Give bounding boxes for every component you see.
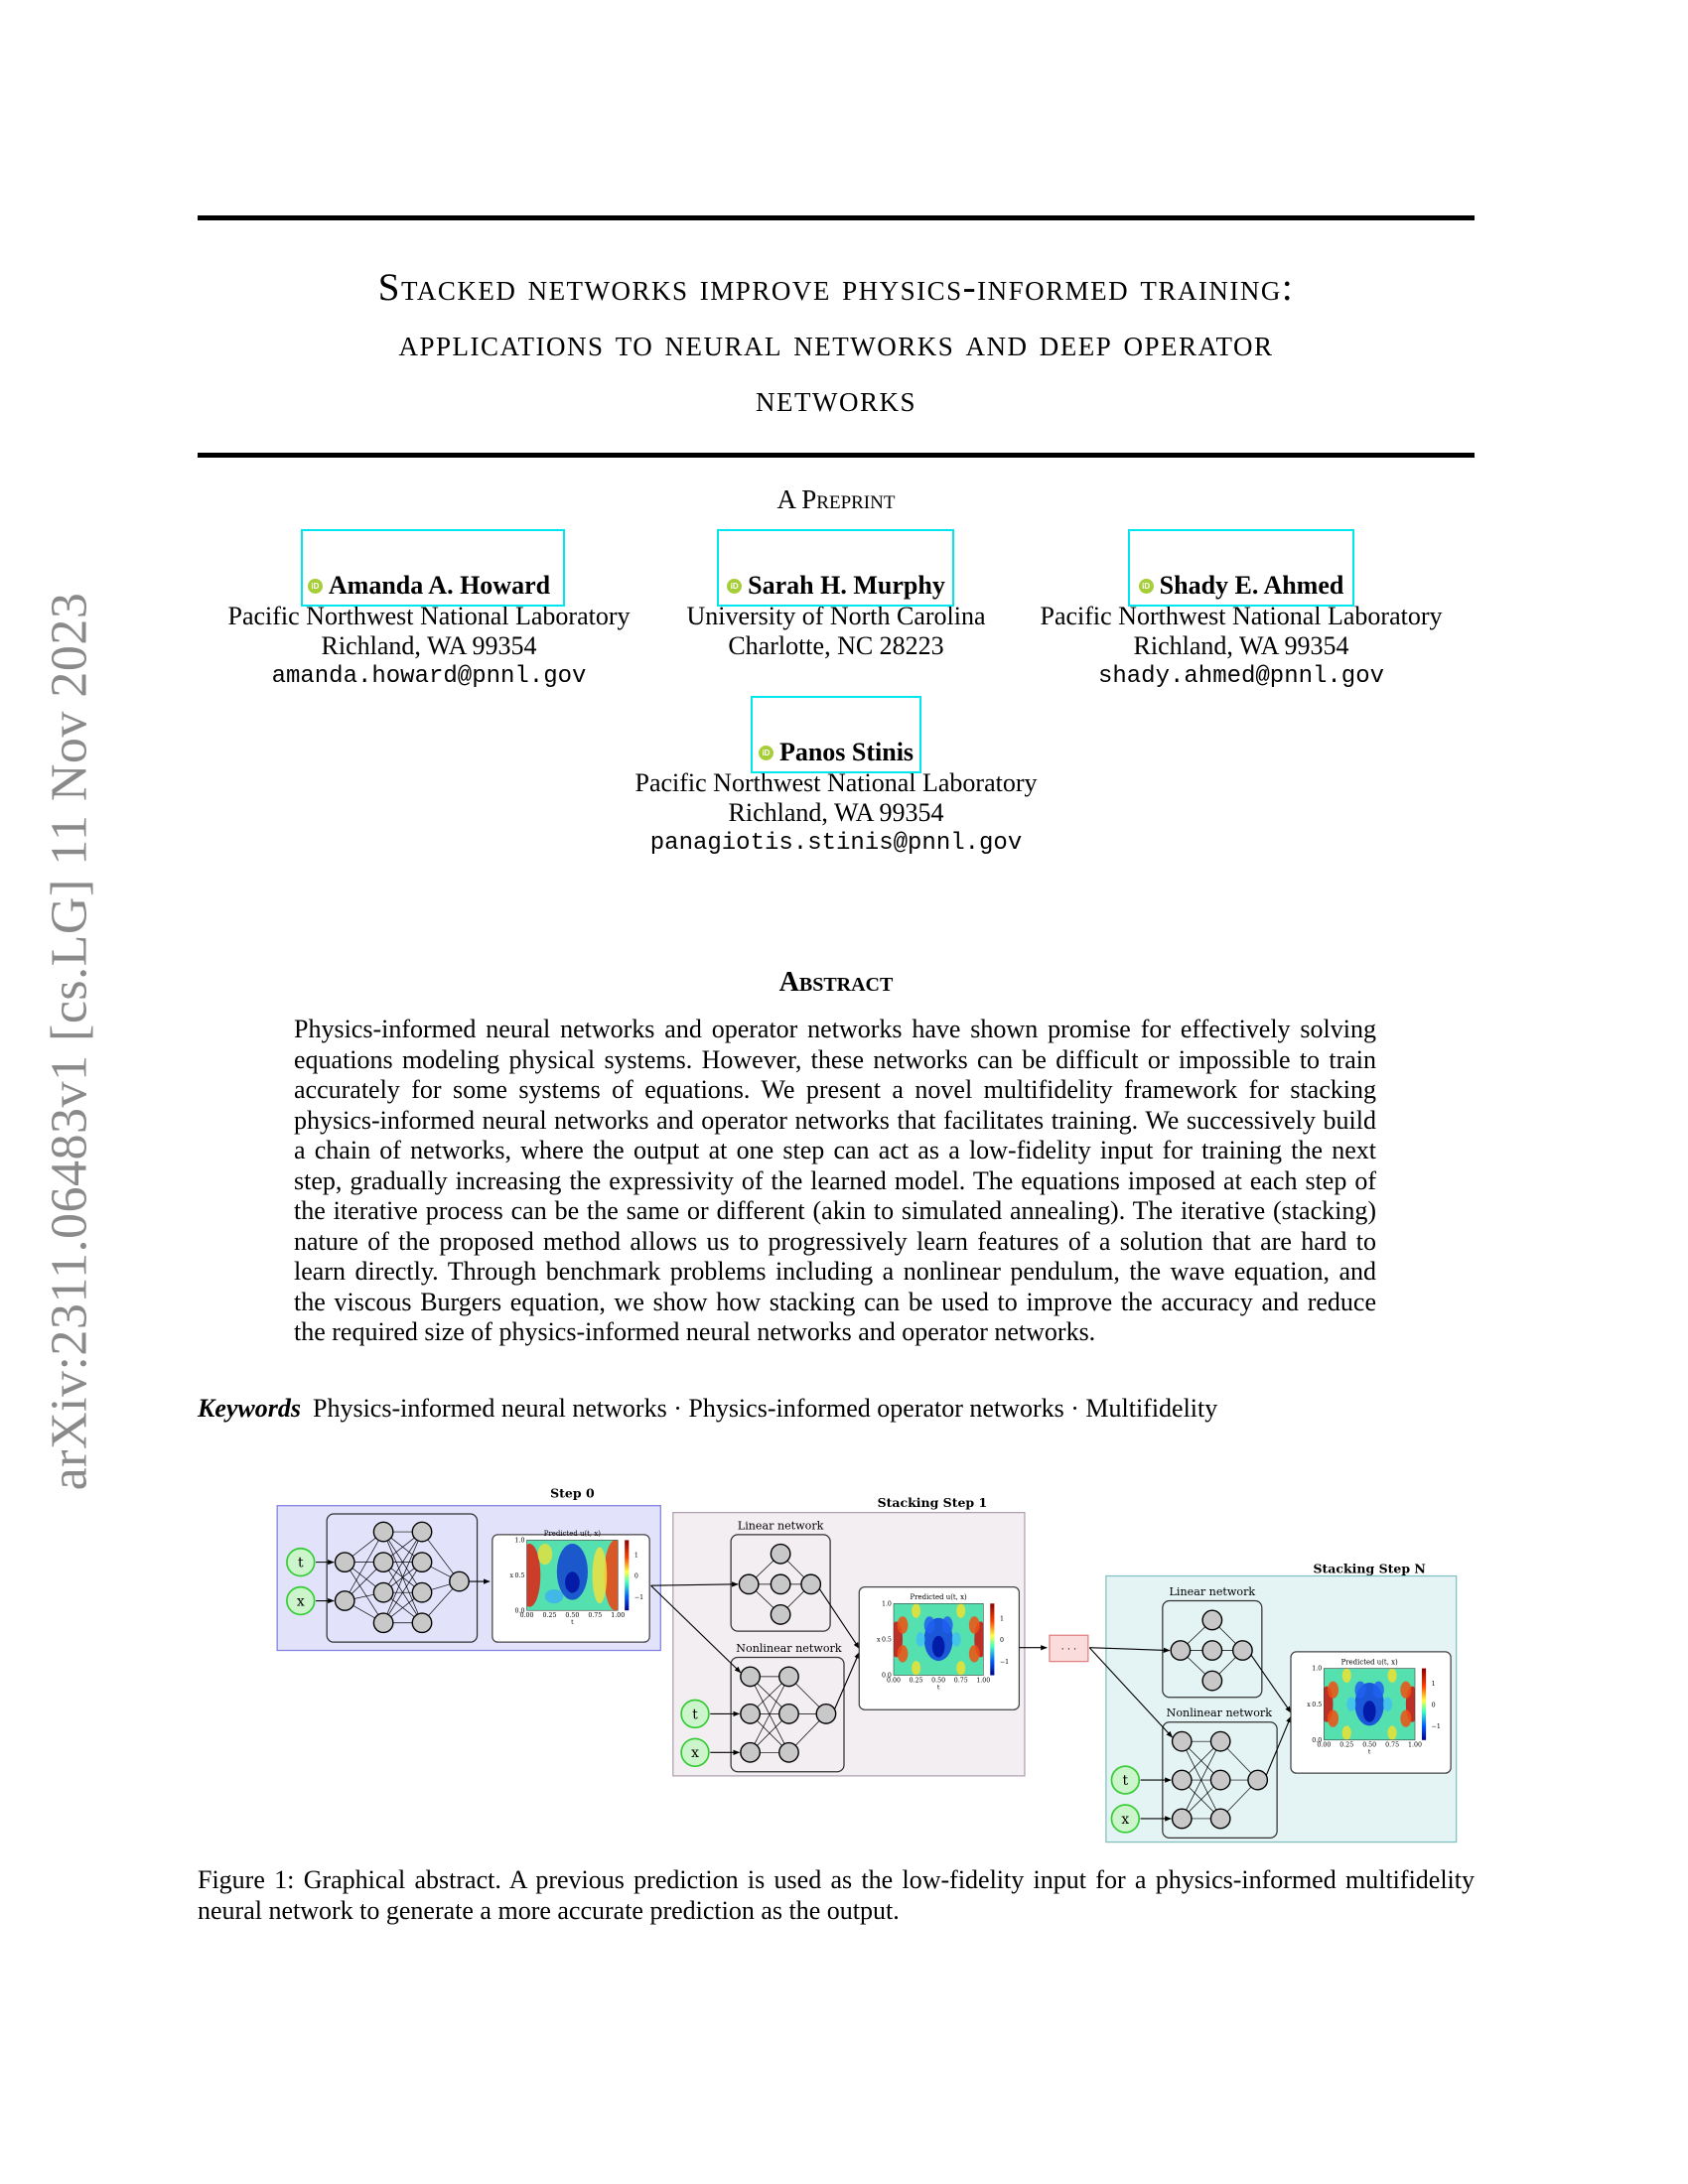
heatmap-blob	[912, 1603, 920, 1617]
author-location: Charlotte, NC 28223	[728, 631, 944, 660]
author-email[interactable]: panagiotis.stinis@pnnl.gov	[649, 829, 1023, 857]
nonlinear-network-label: Nonlinear network	[736, 1641, 842, 1655]
y-tick-label: 0.0	[1312, 1736, 1323, 1744]
neuron-node	[336, 1591, 354, 1610]
author-name[interactable]: Shady E. Ahmed	[1159, 571, 1344, 600]
author-location: Richland, WA 99354	[728, 798, 944, 827]
x-tick-label: 1.00	[1408, 1741, 1422, 1749]
y-tick-label: 0.5	[1312, 1701, 1323, 1708]
heatmap-blob	[942, 1616, 953, 1633]
x-tick-label: 0.50	[1362, 1741, 1377, 1749]
heatmap-blob	[916, 1632, 925, 1646]
input-label: x	[1121, 1811, 1130, 1828]
y-tick-label: 0.5	[514, 1571, 525, 1579]
plot-title: Predicted u(t, x)	[910, 1593, 967, 1602]
linear-network-label: Linear network	[1169, 1584, 1256, 1598]
x-tick-label: 0.25	[909, 1677, 923, 1685]
author-affiliation: University of North Carolina	[686, 601, 986, 630]
preprint-label: A Preprint	[776, 484, 896, 514]
title-line: Stacked networks improve physics-informed training:	[377, 266, 1295, 309]
y-tick-label: 0.0	[881, 1672, 892, 1680]
keywords-label: Keywords	[198, 1394, 301, 1423]
heatmap-blob	[1400, 1682, 1411, 1699]
colorbar-tick: 1	[1431, 1680, 1436, 1688]
x-tick-label: 0.00	[1317, 1741, 1332, 1749]
x-axis-label: t	[571, 1619, 574, 1627]
linear-network-label: Linear network	[737, 1519, 824, 1533]
neuron-node	[779, 1743, 798, 1762]
author-affiliation: Pacific Northwest National Laboratory	[227, 601, 631, 630]
neuron-node	[1173, 1770, 1192, 1789]
neuron-node	[373, 1582, 392, 1601]
y-tick-label: 1.0	[1312, 1665, 1323, 1673]
keywords-text: Physics-informed neural networks · Physics-informed operator networks · Multifidelity	[313, 1394, 1218, 1423]
x-axis-label: t	[936, 1684, 940, 1692]
x-axis-label: t	[1367, 1748, 1371, 1756]
orcid-icon[interactable]: iD	[727, 579, 742, 594]
orcid-icon[interactable]: iD	[759, 746, 774, 760]
neuron-node	[1210, 1731, 1229, 1750]
neuron-node	[779, 1667, 798, 1686]
heatmap-blob	[1373, 1682, 1384, 1699]
abstract-text: Physics-informed neural networks and operator networks have shown promise for effectively solving equations modeling physical systems. However, these networks can be difficult or impossible to train accurately for some systems of equations. We present a novel multifidelity framework for stacking physics-informed neural networks and operator networks that facilitates training. We successively build a chain of networks, where the output at one step can act as a low-fidelity input for training the next step, gradually increasing the expressivity of the learned model. The equations imposed at each step of the iterative process can be the same or different (akin to simulated annealing). The iterative (stacking) nature of the proposed method allows us to progressively learn features of a solution that are hard to learn directly. Through benchmark problems including a nonlinear pendulum, the wave equation, and the viscous Burgers equation, we show how stacking can be used to improve the accuracy and reduce the required size of physics-informed neural networks and operator networks.	[294, 1015, 1376, 1346]
step-title: Step 0	[550, 1485, 595, 1501]
heatmap-blob	[1363, 1701, 1376, 1722]
step-title: Stacking Step N	[1313, 1561, 1426, 1576]
heatmap	[518, 1540, 626, 1610]
author-name[interactable]: Amanda A. Howard	[328, 571, 551, 600]
x-tick-label: 0.00	[887, 1677, 901, 1685]
heatmap-blob	[898, 1645, 909, 1662]
heatmap-blob	[969, 1645, 980, 1662]
colorbar-tick: 1	[633, 1552, 638, 1560]
neuron-node	[771, 1545, 789, 1564]
colorbar-tick: 0	[1431, 1702, 1436, 1709]
author-location: Richland, WA 99354	[1133, 631, 1349, 660]
neuron-node	[779, 1705, 798, 1723]
heatmap-blob	[593, 1547, 608, 1603]
neuron-node	[1173, 1731, 1192, 1750]
colorbar-tick: −1	[1431, 1723, 1441, 1731]
plot-title: Predicted u(t, x)	[1340, 1658, 1398, 1667]
neuron-node	[1248, 1770, 1267, 1789]
heatmap-blob	[932, 1636, 945, 1658]
y-tick-label: 1.0	[881, 1600, 892, 1608]
colorbar-tick: 0	[999, 1637, 1004, 1645]
author-location: Richland, WA 99354	[321, 631, 537, 660]
colorbar	[990, 1603, 994, 1675]
heatmap-blob	[1346, 1697, 1355, 1710]
neuron-node	[1171, 1641, 1190, 1660]
heatmap-blob	[1328, 1709, 1338, 1726]
input-label: x	[691, 1745, 699, 1762]
ellipsis-label: · · ·	[1060, 1643, 1077, 1655]
heatmap-blob	[1328, 1682, 1338, 1699]
neuron-node	[816, 1705, 835, 1723]
y-tick-label: 0.5	[881, 1636, 892, 1644]
heatmap-blob	[952, 1632, 961, 1646]
neuron-node	[450, 1571, 469, 1590]
neuron-node	[412, 1553, 431, 1571]
abstract-heading: Abstract	[778, 967, 894, 998]
neuron-node	[739, 1574, 758, 1593]
colorbar	[625, 1540, 629, 1610]
input-label: t	[297, 1555, 304, 1571]
heatmap-blob	[1342, 1669, 1351, 1683]
x-tick-label: 0.75	[588, 1612, 603, 1620]
neuron-node	[801, 1574, 820, 1593]
heatmap-blob	[545, 1589, 563, 1603]
author-name[interactable]: Sarah H. Murphy	[748, 571, 945, 600]
colorbar-tick: 0	[633, 1572, 638, 1580]
author-affiliation: Pacific Northwest National Laboratory	[634, 767, 1038, 797]
heatmap	[890, 1603, 987, 1675]
step-title: Stacking Step 1	[877, 1495, 988, 1511]
nonlinear-network-label: Nonlinear network	[1166, 1706, 1272, 1720]
neuron-node	[1210, 1809, 1229, 1828]
heatmap-blob	[1355, 1682, 1366, 1699]
heatmap-blob	[956, 1603, 965, 1617]
heatmap	[1321, 1669, 1419, 1740]
neuron-node	[412, 1522, 431, 1541]
title-line: networks	[756, 377, 916, 420]
heatmap-blob	[924, 1616, 935, 1633]
orcid-icon[interactable]: iD	[1139, 579, 1154, 594]
x-tick-label: 0.50	[931, 1677, 946, 1685]
neuron-node	[741, 1667, 760, 1686]
y-axis-label: x	[509, 1571, 514, 1579]
heatmap-blob	[538, 1544, 553, 1565]
neuron-node	[1210, 1770, 1229, 1789]
author-email[interactable]: amanda.howard@pnnl.gov	[271, 662, 587, 690]
colorbar	[1422, 1669, 1426, 1740]
author-email[interactable]: shady.ahmed@pnnl.gov	[1097, 662, 1385, 690]
input-label: t	[692, 1706, 698, 1723]
author-name[interactable]: Panos Stinis	[778, 738, 914, 766]
x-tick-label: 0.25	[542, 1612, 557, 1620]
colorbar-tick: −1	[999, 1658, 1010, 1666]
heatmap-blob	[1400, 1709, 1411, 1726]
heatmap-blob	[1388, 1669, 1397, 1683]
colorbar-tick: 1	[999, 1615, 1004, 1623]
heatmap-blob	[912, 1661, 920, 1675]
heatmap-blob	[565, 1571, 580, 1592]
heatmap-blob	[1388, 1725, 1397, 1739]
heatmap-blob	[1342, 1725, 1351, 1739]
neuron-node	[1202, 1641, 1221, 1660]
neuron-node	[412, 1582, 431, 1601]
x-tick-label: 1.00	[976, 1677, 991, 1685]
orcid-icon[interactable]: iD	[308, 579, 323, 594]
input-label: x	[296, 1593, 305, 1610]
neuron-node	[1233, 1641, 1252, 1660]
x-tick-label: 0.00	[519, 1612, 534, 1620]
neuron-node	[741, 1743, 760, 1762]
neuron-node	[771, 1605, 789, 1624]
colorbar-tick: −1	[633, 1593, 644, 1601]
neuron-node	[373, 1553, 392, 1571]
heatmap-blob	[898, 1616, 909, 1633]
heatmap-blob	[1383, 1697, 1392, 1710]
y-tick-label: 1.0	[514, 1537, 525, 1545]
neuron-node	[336, 1553, 354, 1571]
plot-title: Predicted u(t, x)	[543, 1530, 601, 1539]
title-line: applications to neural networks and deep operator	[398, 322, 1274, 364]
y-axis-label: x	[876, 1636, 881, 1644]
neuron-node	[741, 1705, 760, 1723]
x-tick-label: 1.00	[611, 1612, 626, 1620]
neuron-node	[1202, 1671, 1221, 1690]
neuron-node	[1173, 1809, 1192, 1828]
neuron-node	[373, 1613, 392, 1632]
neuron-node	[412, 1613, 431, 1632]
heatmap-blob	[969, 1616, 980, 1633]
x-tick-label: 0.75	[953, 1677, 968, 1685]
x-tick-label: 0.50	[565, 1612, 580, 1620]
input-label: t	[1122, 1772, 1129, 1789]
x-tick-label: 0.75	[1385, 1741, 1400, 1749]
arxiv-stamp: arXiv:2311.06483v1 [cs.LG] 11 Nov 2023	[41, 592, 98, 1491]
figure-caption: Figure 1: Graphical abstract. A previous prediction is used as the low-fidelity input for a physics-informed multifidelity neural network to generate a more accurate prediction as the output.	[198, 1865, 1475, 1925]
y-tick-label: 0.0	[514, 1607, 525, 1615]
author-affiliation: Pacific Northwest National Laboratory	[1040, 601, 1443, 630]
neuron-node	[771, 1574, 789, 1593]
neuron-node	[1202, 1610, 1221, 1629]
y-axis-label: x	[1307, 1701, 1311, 1708]
neuron-node	[373, 1522, 392, 1541]
heatmap-blob	[956, 1661, 965, 1675]
x-tick-label: 0.25	[1339, 1741, 1354, 1749]
